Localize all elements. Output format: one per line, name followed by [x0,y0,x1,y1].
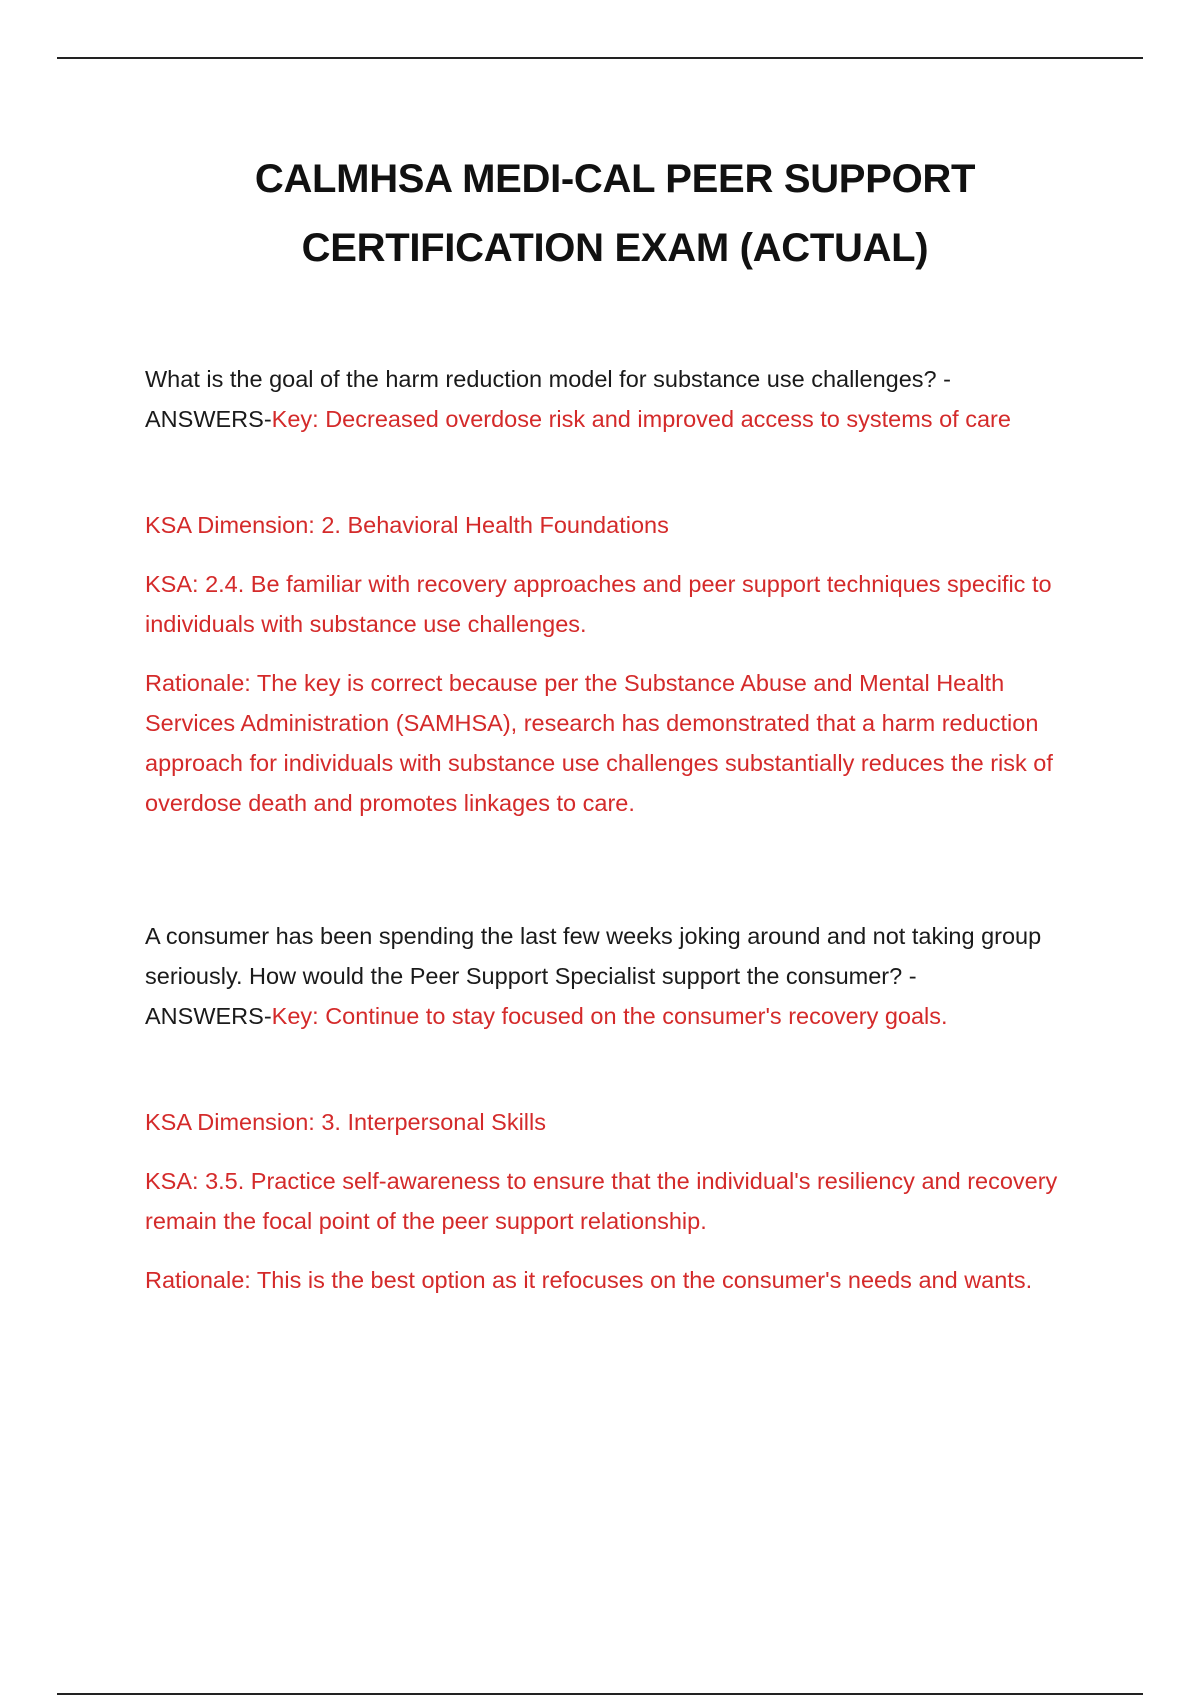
ksa-statement: KSA: 2.4. Be familiar with recovery approaches and peer support techniques specific to individuals with substance use challenges. [145,571,1052,637]
document-title [150,145,1080,283]
rationale: Rationale: The key is correct because per the Substance Abuse and Mental Health Services Administration (SAMHSA), research has demonstrated that a harm reduction approach for individuals with substance use challenges substantially reduces the risk of overdose death and promotes linkages to care. [145,670,1053,816]
ksa-statement: KSA: 3.5. Practice self-awareness to ensure that the individual's resiliency and recovery remain the focal point of the peer support relationship. [145,1168,1058,1234]
question-prompt: A consumer has been spending the last few weeks joking around and not taking group seriously. How would the Peer Support Specialist support the consumer? - [145,923,1042,989]
rationale: Rationale: This is the best option as it refocuses on the consumer's needs and wants. [145,1267,1033,1293]
question-block-2 [145,916,1085,1300]
answer-key: Key: Continue to stay focused on the consumer's recovery goals. [271,1003,948,1029]
ksa-dimension: KSA Dimension: 2. Behavioral Health Foundations [145,512,669,538]
question-text [145,359,1085,439]
question-block-1 [145,359,1085,823]
title-line-2: CERTIFICATION EXAM (ACTUAL) [301,226,929,270]
top-divider [57,57,1143,59]
title-line-1: CALMHSA MEDI-CAL PEER SUPPORT [254,157,976,201]
question-prompt: What is the goal of the harm reduction model for substance use challenges? - [145,366,951,392]
answers-prefix: ANSWERS- [145,1003,272,1029]
question-text [145,916,1085,1036]
bottom-divider [57,1693,1143,1695]
ksa-dimension: KSA Dimension: 3. Interpersonal Skills [145,1109,546,1135]
answer-key: Key: Decreased overdose risk and improved access to systems of care [271,406,1011,432]
answers-prefix: ANSWERS- [145,406,272,432]
